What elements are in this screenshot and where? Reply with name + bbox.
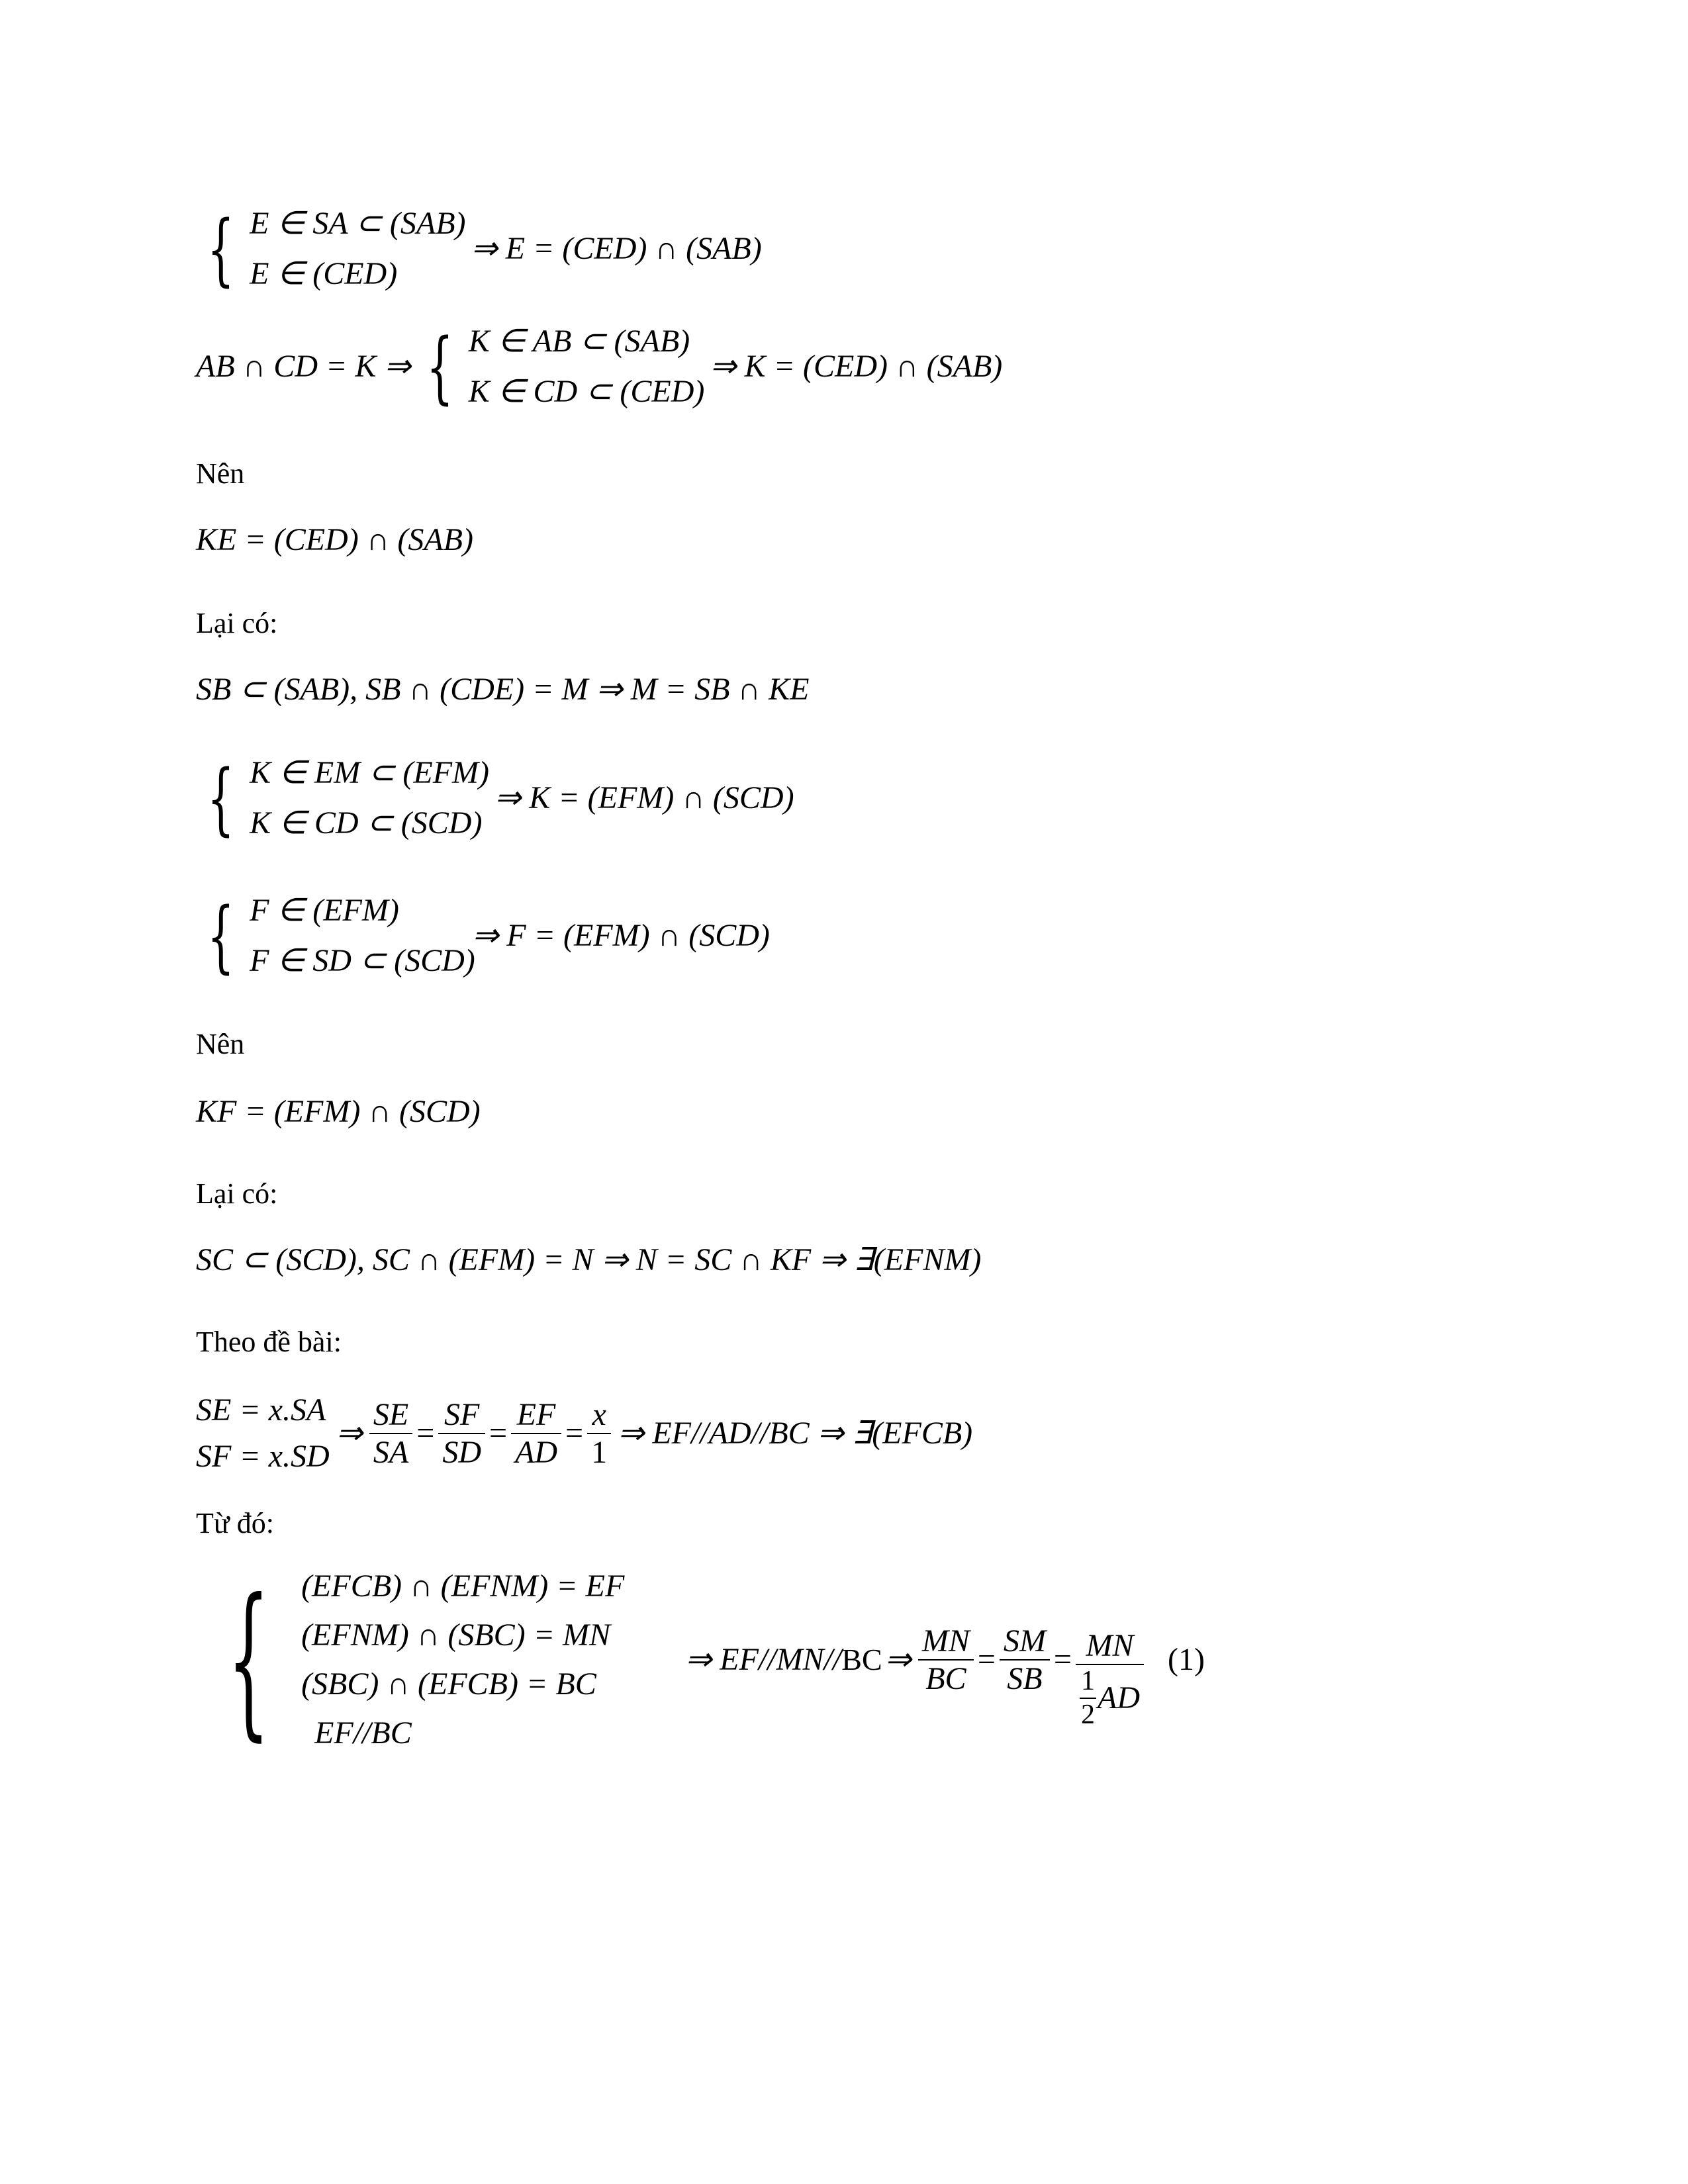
system-e-in-planes <box>196 199 762 299</box>
label-lai-co: Lại có: <box>196 607 278 639</box>
system-line: K ∈ CD ⊂ (SCD) <box>250 805 483 841</box>
equation-prefix: AB ∩ CD = K ⇒ <box>196 349 411 384</box>
equation-m-point: SB ⊂ (SAB), SB ∩ (CDE) = M ⇒ M = SB ∩ KE <box>196 672 810 707</box>
equation-n-point: SC ⊂ (SCD), SC ∩ (EFM) = N ⇒ N = SC ∩ KF ⇒ ∃(EFNM) <box>196 1242 982 1277</box>
fraction-denominator: AD <box>515 1435 558 1470</box>
equals-sign: = <box>489 1416 508 1451</box>
label-theo-de-bai: Theo đề bài: <box>196 1326 342 1358</box>
fraction-denominator: SB <box>1007 1661 1043 1696</box>
equals-sign: = <box>416 1416 435 1451</box>
left-brace: { <box>207 890 235 981</box>
system-ef-mn-bc <box>196 1562 1205 1758</box>
equation-ratio-x <box>196 1387 972 1480</box>
fraction-numerator: MN <box>1086 1628 1134 1664</box>
equals-sign: = <box>1053 1642 1072 1677</box>
equals-sign: = <box>977 1642 996 1677</box>
fraction-numerator: SE <box>373 1396 409 1432</box>
equals-sign: = <box>565 1416 584 1451</box>
label-nen: Nên <box>196 457 245 490</box>
system-line: F ∈ SD ⊂ (SCD) <box>250 943 475 978</box>
equation-kf: KF = (EFM) ∩ (SCD) <box>196 1094 481 1129</box>
equation-ke: KE = (CED) ∩ (SAB) <box>196 522 473 557</box>
fraction-numerator: SF <box>444 1396 480 1432</box>
system-k-efm <box>196 748 794 848</box>
fraction <box>587 1396 611 1471</box>
system-k-intersection <box>196 316 1002 417</box>
fraction <box>511 1396 561 1471</box>
implies-arrow: ⇒ <box>336 1416 363 1451</box>
fraction-denominator: SD <box>442 1435 481 1470</box>
fraction <box>369 1396 412 1471</box>
left-brace: { <box>426 321 453 412</box>
system-line: E ∈ (CED) <box>250 256 398 291</box>
fraction-denominator <box>1076 1665 1144 1731</box>
system-line: F ∈ (EFM) <box>250 893 399 928</box>
fraction <box>438 1396 485 1471</box>
fraction <box>1000 1623 1050 1697</box>
label-tu-do: Từ đó: <box>196 1507 274 1539</box>
system-line: SF = x.SD <box>196 1439 330 1474</box>
left-brace: { <box>207 752 235 844</box>
segment-bc: BC <box>841 1643 882 1676</box>
fraction-denominator: 1 <box>591 1435 608 1470</box>
fraction-numerator: SM <box>1003 1623 1046 1659</box>
fraction-denominator: SA <box>373 1435 409 1470</box>
segment-ad: AD <box>1098 1680 1140 1715</box>
implies-parallel: ⇒ EF//MN// <box>685 1642 842 1677</box>
label-nen: Nên <box>196 1028 245 1060</box>
system-line: EF//BC <box>314 1715 412 1751</box>
fraction-half <box>1080 1665 1096 1731</box>
fraction <box>1076 1627 1144 1731</box>
system-line: K ∈ EM ⊂ (EFM) <box>250 755 490 790</box>
system-line: K ∈ CD ⊂ (CED) <box>468 374 705 409</box>
equation-result: ⇒ K = (EFM) ∩ (SCD) <box>494 780 794 815</box>
equation-result: ⇒ K = (CED) ∩ (SAB) <box>710 349 1003 384</box>
system-f-efm <box>196 886 770 986</box>
system-line: K ∈ AB ⊂ (SAB) <box>468 324 690 359</box>
equation-result: ⇒ EF//AD//BC ⇒ ∃(EFCB) <box>618 1416 973 1451</box>
system-line: (EFNM) ∩ (SBC) = MN <box>301 1617 611 1653</box>
label-lai-co: Lại có: <box>196 1177 278 1210</box>
system-line: (SBC) ∩ (EFCB) = BC <box>301 1666 596 1702</box>
fraction-denominator: 2 <box>1081 1699 1095 1730</box>
fraction-numerator: 1 <box>1081 1666 1095 1697</box>
equation-result: ⇒ F = (EFM) ∩ (SCD) <box>472 918 770 953</box>
implies-arrow: ⇒ <box>884 1642 912 1677</box>
left-brace: { <box>207 203 235 295</box>
system-line: (EFCB) ∩ (EFNM) = EF <box>301 1569 625 1604</box>
fraction <box>918 1623 974 1697</box>
fraction-numerator: MN <box>921 1623 970 1659</box>
fraction-denominator: BC <box>925 1661 966 1696</box>
fraction-numerator: EF <box>516 1396 556 1432</box>
equation-result: ⇒ E = (CED) ∩ (SAB) <box>471 231 762 266</box>
left-brace: { <box>227 1563 270 1756</box>
fraction-numerator: x <box>592 1396 606 1432</box>
equation-tag: (1) <box>1167 1642 1205 1677</box>
system-line: SE = x.SA <box>196 1392 326 1428</box>
system-line: E ∈ SA ⊂ (SAB) <box>250 206 466 241</box>
